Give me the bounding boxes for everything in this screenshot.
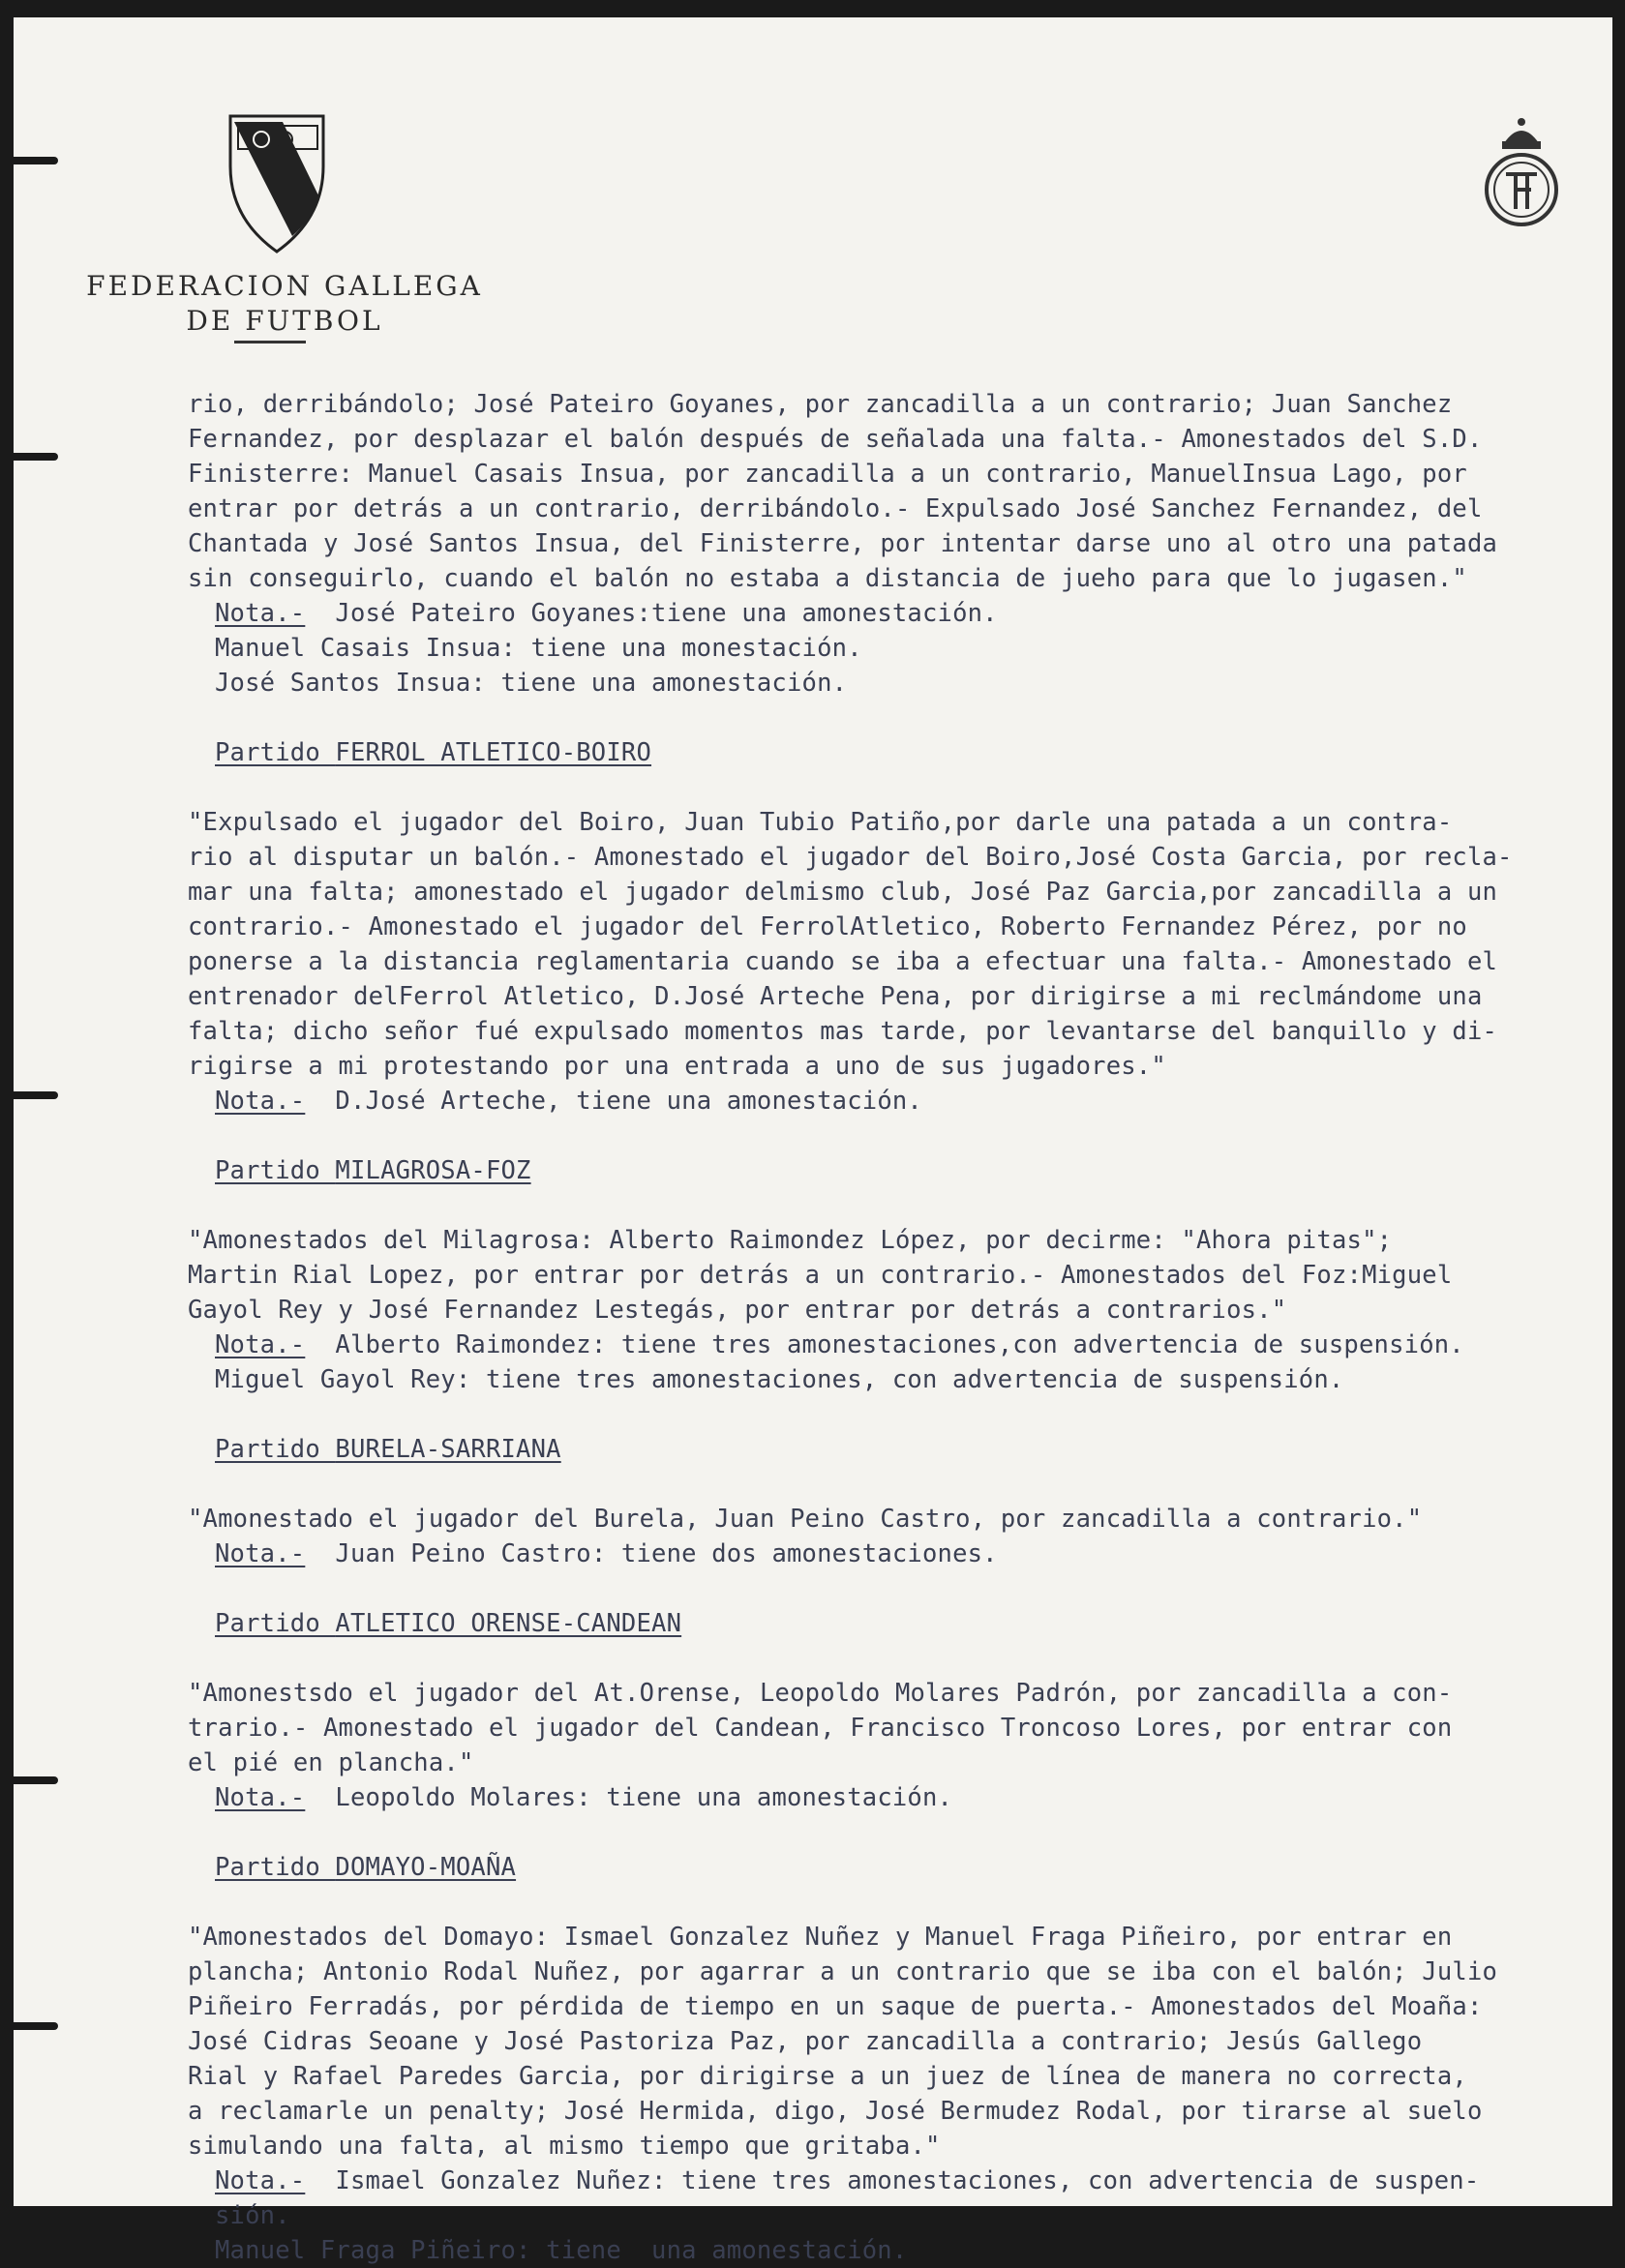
punch-hole xyxy=(14,1776,58,1784)
heading-gap xyxy=(188,1641,1601,1676)
match-heading-teams: BURELA-SARRIANA xyxy=(335,1435,561,1464)
report-line: José Cidras Seoane y José Pastoriza Paz, por zancadilla a contrario; Jesús Gallego xyxy=(188,2027,1423,2056)
nota-line xyxy=(188,1780,1601,1815)
punch-hole xyxy=(14,453,58,461)
match-heading xyxy=(188,1850,1601,1885)
heading-gap xyxy=(188,1885,1601,1920)
heading-gap xyxy=(188,770,1601,805)
match-heading xyxy=(188,1432,1601,1467)
paragraph-gap xyxy=(188,1397,1601,1432)
header-rule xyxy=(234,341,306,343)
report-line: Chantada y José Santos Insua, del Finisterre, por intentar darse uno al otro una patada xyxy=(188,529,1498,558)
nota-line: Manuel Casais Insua: tiene una monestación. xyxy=(215,634,862,663)
nota-label: Nota.- xyxy=(215,1087,306,1116)
nota-line: Manuel Fraga Piñeiro: tiene una amonestación. xyxy=(215,2236,908,2265)
report-line: "Amonestado el jugador del Burela, Juan Peino Castro, por zancadilla a contrario." xyxy=(188,1505,1423,1534)
nota-label: Nota.- xyxy=(215,599,306,628)
nota-text: D.José Arteche, tiene una amonestación. xyxy=(305,1087,922,1116)
report-line: el pié en plancha." xyxy=(188,1748,474,1777)
nota-label: Nota.- xyxy=(215,1330,306,1359)
match-heading-prefix: Partido xyxy=(215,738,336,767)
nota-line xyxy=(188,2164,1601,2198)
document-page xyxy=(14,17,1612,2265)
document-body xyxy=(188,387,1601,2268)
report-line: entrenador delFerrol Atletico, D.José Arteche Pena, por dirigirse a mi reclmándome una xyxy=(188,982,1483,1011)
paragraph-gap xyxy=(188,1571,1601,1606)
report-line: contrario.- Amonestado el jugador del FerrolAtletico, Roberto Fernandez Pérez, por no xyxy=(188,912,1467,941)
nota-label: Nota.- xyxy=(215,1783,306,1812)
federation-name-line2: DE FUTBOL xyxy=(186,305,383,337)
report-line: Piñeiro Ferradás, por pérdida de tiempo en un saque de puerta.- Amonestados del Moaña: xyxy=(188,1992,1483,2021)
match-heading xyxy=(188,1606,1601,1641)
match-heading-teams: FERROL ATLETICO-BOIRO xyxy=(335,738,652,767)
match-heading-teams: MILAGROSA-FOZ xyxy=(335,1156,531,1185)
royal-federation-crest-icon xyxy=(1477,114,1566,240)
report-line: sin conseguirlo, cuando el balón no estaba a distancia de jueho para que lo jugasen." xyxy=(188,564,1467,593)
report-line: Martin Rial Lopez, por entrar por detrás a un contrario.- Amonestados del Foz:Miguel xyxy=(188,1261,1453,1290)
punch-hole xyxy=(14,2022,58,2030)
report-line: Gayol Rey y José Fernandez Lestegás, por entrar por detrás a contrarios." xyxy=(188,1296,1287,1325)
report-line: rigirse a mi protestando por una entrada a uno de sus jugadores." xyxy=(188,1052,1166,1081)
report-line: a reclamarle un penalty; José Hermida, digo, José Bermudez Rodal, por tirarse al suelo xyxy=(188,2097,1483,2126)
nota-line: Miguel Gayol Rey: tiene tres amonestaciones, con advertencia de suspensión. xyxy=(215,1365,1344,1394)
report-line: simulando una falta, al mismo tiempo que gritaba." xyxy=(188,2132,941,2161)
heading-gap xyxy=(188,1188,1601,1223)
report-line: "Expulsado el jugador del Boiro, Juan Tubio Patiño,por darle una patada a un contra- xyxy=(188,808,1453,837)
match-heading-teams: ATLETICO ORENSE-CANDEAN xyxy=(335,1609,682,1638)
paragraph-gap xyxy=(188,701,1601,735)
punch-hole xyxy=(14,1091,58,1099)
nota-text: Juan Peino Castro: tiene dos amonestaciones. xyxy=(305,1539,998,1568)
report-line: Finisterre: Manuel Casais Insua, por zancadilla a un contrario, ManuelInsua Lago, por xyxy=(188,460,1467,489)
nota-line xyxy=(188,596,1601,631)
federation-name xyxy=(72,269,497,339)
nota-line: José Santos Insua: tiene una amonestación. xyxy=(215,669,848,698)
nota-line xyxy=(188,1084,1601,1119)
nota-line: sión. xyxy=(215,2201,290,2230)
report-line: "Amonestsdo el jugador del At.Orense, Leopoldo Molares Padrón, por zancadilla a con- xyxy=(188,1679,1453,1708)
match-heading xyxy=(188,1153,1601,1188)
federation-shield-icon xyxy=(225,110,329,255)
nota-line xyxy=(188,1537,1601,1571)
report-line: "Amonestados del Domayo: Ismael Gonzalez Nuñez y Manuel Fraga Piñeiro, por entrar en xyxy=(188,1923,1453,1952)
nota-text: Ismael Gonzalez Nuñez: tiene tres amonestaciones, con advertencia de suspen- xyxy=(305,2166,1480,2195)
nota-label: Nota.- xyxy=(215,1539,306,1568)
match-heading-prefix: Partido xyxy=(215,1853,336,1882)
paragraph-gap xyxy=(188,1119,1601,1153)
nota-text: Alberto Raimondez: tiene tres amonestaciones,con advertencia de suspensión. xyxy=(305,1330,1464,1359)
report-line: trario.- Amonestado el jugador del Candean, Francisco Troncoso Lores, por entrar con xyxy=(188,1714,1453,1743)
report-line: Rial y Rafael Paredes Garcia, por dirigirse a un juez de línea de manera no correcta, xyxy=(188,2062,1467,2091)
report-line: mar una falta; amonestado el jugador delmismo club, José Paz Garcia,por zancadilla a un xyxy=(188,878,1498,907)
match-heading-prefix: Partido xyxy=(215,1435,336,1464)
report-line: entrar por detrás a un contrario, derribándolo.- Expulsado José Sanchez Fernandez, del xyxy=(188,494,1483,523)
punch-hole xyxy=(14,157,58,164)
nota-line xyxy=(188,1328,1601,1362)
report-line: plancha; Antonio Rodal Nuñez, por agarrar a un contrario que se iba con el balón; Julio xyxy=(188,1957,1498,1986)
match-heading-prefix: Partido xyxy=(215,1156,336,1185)
nota-text: José Pateiro Goyanes:tiene una amonestación. xyxy=(305,599,998,628)
match-heading xyxy=(188,735,1601,770)
report-line: ponerse a la distancia reglamentaria cuando se iba a efectuar una falta.- Amonestado el xyxy=(188,947,1498,976)
heading-gap xyxy=(188,1467,1601,1502)
paragraph-gap xyxy=(188,1815,1601,1850)
nota-label: Nota.- xyxy=(215,2166,306,2195)
report-line: rio al disputar un balón.- Amonestado el jugador del Boiro,José Costa Garcia, por recla- xyxy=(188,843,1513,872)
match-heading-prefix: Partido xyxy=(215,1609,336,1638)
report-line: Fernandez, por desplazar el balón después de señalada una falta.- Amonestados del S.D. xyxy=(188,425,1483,454)
report-line: "Amonestados del Milagrosa: Alberto Raimondez López, por decirme: "Ahora pitas"; xyxy=(188,1226,1393,1255)
federation-name-line1: FEDERACION GALLEGA xyxy=(86,270,483,302)
match-heading-teams: DOMAYO-MOAÑA xyxy=(335,1853,517,1882)
nota-text: Leopoldo Molares: tiene una amonestación. xyxy=(305,1783,953,1812)
report-line: falta; dicho señor fué expulsado momentos mas tarde, por levantarse del banquillo y di- xyxy=(188,1017,1498,1046)
report-line: rio, derribándolo; José Pateiro Goyanes, por zancadilla a un contrario; Juan Sanchez xyxy=(188,390,1453,419)
